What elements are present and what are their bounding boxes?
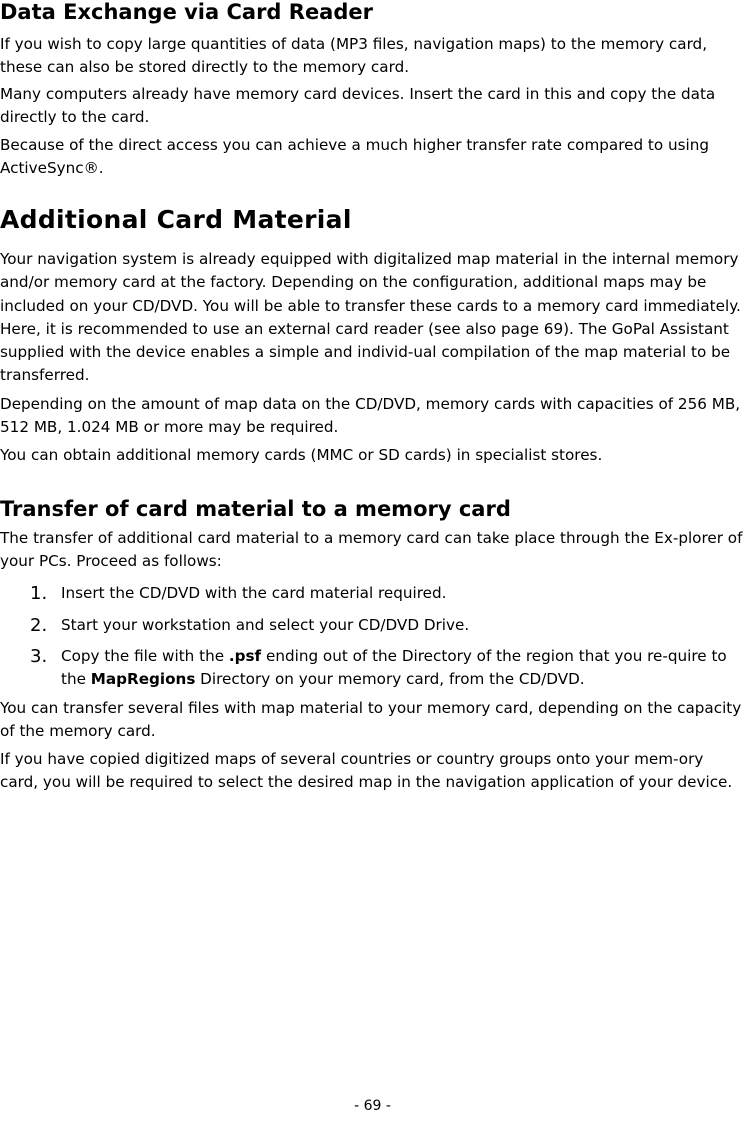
step-text: Start your workstation and select your CD/DVD Drive. — [61, 616, 470, 634]
section-heading-transfer: Transfer of card material to a memory card — [0, 497, 511, 521]
page-number: - 69 - — [354, 1098, 391, 1114]
paragraph: You can obtain additional memory cards (MMC or SD cards) in specialist stores. — [0, 446, 603, 464]
paragraph: Because of the direct access you can achieve a much higher transfer rate compared to using ActiveSync®. — [0, 136, 710, 178]
section-heading-card-reader: Data Exchange via Card Reader — [0, 0, 373, 24]
step-number: 2. — [30, 615, 48, 636]
paragraph: If you wish to copy large quantities of data (MP3 files, navigation maps) to the memory card, these can also be stored directly to the memory card. — [0, 35, 708, 77]
step-text-part: ending out of the Directory of the region that you re-quire to the — [61, 647, 727, 689]
paragraph: Your navigation system is already equipped with digitalized map material in the internal memory and/or memory card at the factory. Depending on the configuration, additional maps may be included on your CD/DVD. You will be able to transfer these cards to a memory card immediately. Here, it is recommended to use an external card reader (see also page 69). The GoPal Assistant supplied with the device enables a simple and individ-ual compilation of the map material to be transferred. — [0, 250, 741, 385]
paragraph: You can transfer several files with map material to your memory card, depending on the capacity of the memory card. — [0, 699, 742, 741]
section-heading-additional-card-material: Additional Card Material — [0, 205, 352, 234]
step-text-part: Copy the file with the — [61, 647, 229, 665]
directory-keyword: MapRegions — [90, 670, 196, 689]
step-number: 3. — [30, 646, 48, 667]
file-extension-keyword: .psf — [228, 647, 262, 665]
paragraph: Depending on the amount of map data on the CD/DVD, memory cards with capacities of 256 MB, 512 MB, 1.024 MB or more may be required. — [0, 395, 741, 437]
paragraph: The transfer of additional card material to a memory card can take place through the Ex-plorer of your PCs. Proceed as follows: — [0, 529, 743, 571]
paragraph: If you have copied digitized maps of several countries or country groups onto your mem-ory card, you will be required to select the desired map in the navigation application of your device. — [0, 750, 733, 792]
step-text-part: Directory on your memory card, from the CD/DVD. — [195, 670, 585, 689]
step-text — [61, 645, 741, 692]
step-number: 1. — [30, 583, 48, 604]
step-text: Insert the CD/DVD with the card material required. — [61, 584, 447, 602]
paragraph: Many computers already have memory card devices. Insert the card in this and copy the data directly to the card. — [0, 85, 716, 127]
